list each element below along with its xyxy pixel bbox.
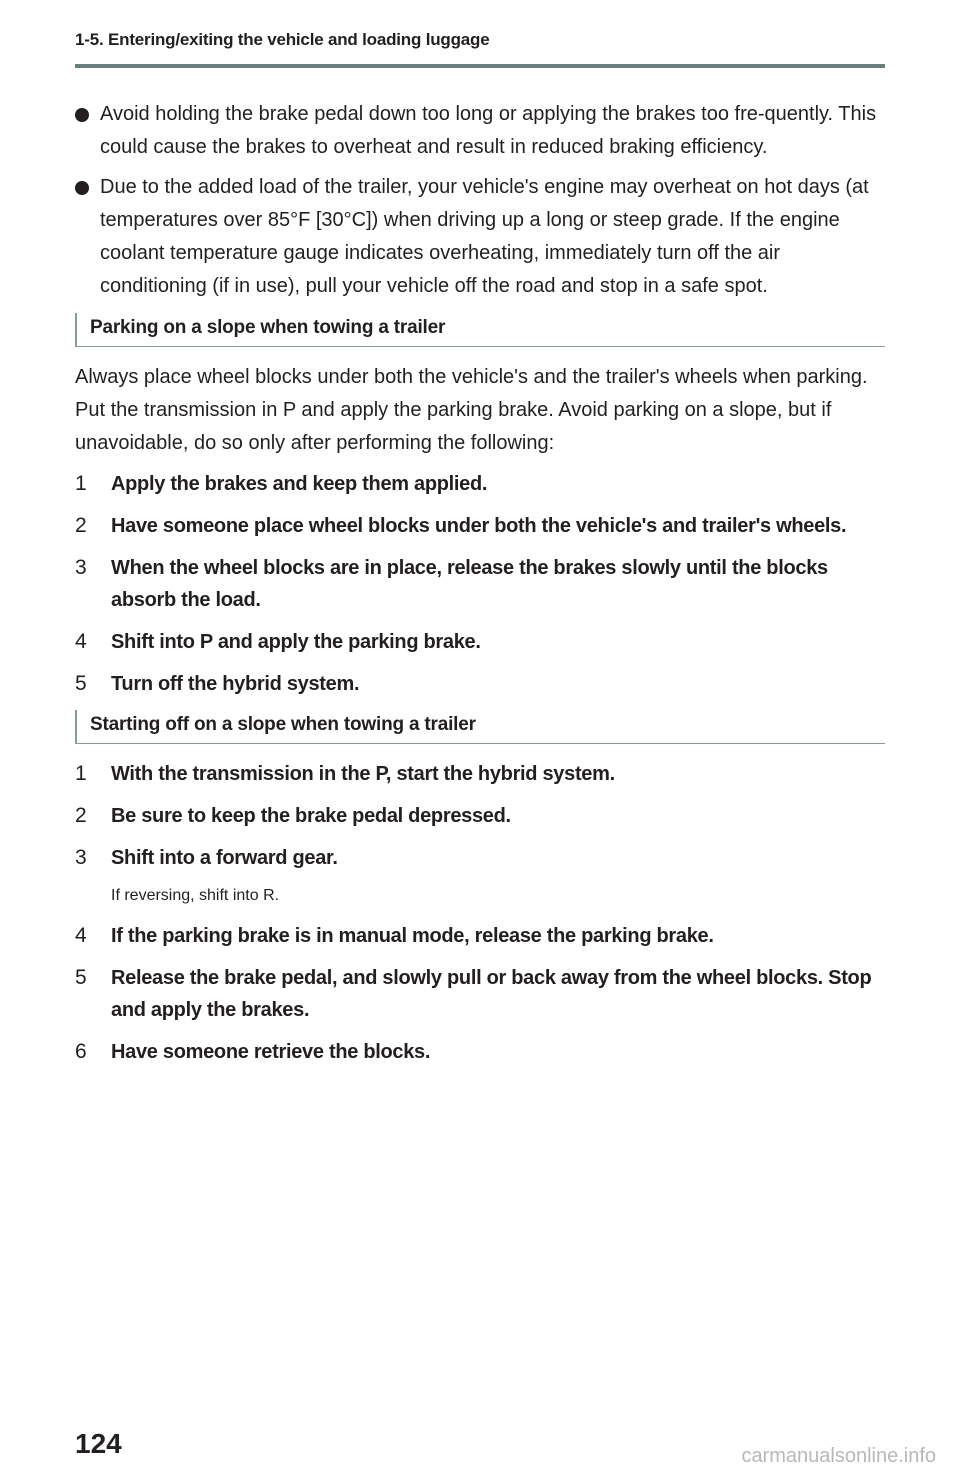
starting-step: [75, 962, 885, 1026]
step-text: Shift into a forward gear.: [111, 847, 338, 869]
starting-step: [75, 920, 885, 952]
step-text: If the parking brake is in manual mode, release the parking brake.: [111, 925, 714, 947]
parking-intro: Always place wheel blocks under both the vehicle's and the trailer's wheels when parking. Put the transmission in P and apply the parking brake. Avoid parking on a slope, but if unavoidable, do so only after performing the following:: [75, 366, 868, 454]
section-heading-parking: Parking on a slope when towing a trailer: [75, 313, 885, 347]
step-number: 6: [75, 1040, 87, 1063]
starting-step: [75, 800, 885, 832]
bullet-text: Due to the added load of the trailer, your vehicle's engine may overheat on hot days (at temperatures over 85°F [30°C]) when driving up a long or steep grade. If the engine coolant temperature gauge indicates overheating, immediately turn off the air conditioning (if in use), pull your vehicle off the road and stop in a safe spot.: [100, 176, 869, 297]
step-number: 5: [75, 672, 87, 695]
starting-step: [75, 842, 885, 874]
step-number: 3: [75, 846, 87, 869]
step-number: 2: [75, 804, 87, 827]
step-number: 5: [75, 966, 87, 989]
parking-step: [75, 468, 885, 500]
step-number: 4: [75, 924, 87, 947]
watermark: carmanualsonline.info: [741, 1445, 936, 1467]
step-text: Be sure to keep the brake pedal depressed.: [111, 805, 511, 827]
step-number: 3: [75, 556, 87, 579]
step-text: Have someone place wheel blocks under both the vehicle's and trailer's wheels.: [111, 515, 847, 537]
header-rule: [75, 64, 885, 68]
page-content: [75, 98, 885, 1078]
page-number: 124: [75, 1428, 122, 1459]
starting-step: [75, 1036, 885, 1068]
parking-step: [75, 626, 885, 658]
bullet-icon: [75, 108, 89, 122]
step-number: 4: [75, 630, 87, 653]
parking-step: [75, 510, 885, 542]
step-number: 2: [75, 514, 87, 537]
step-text: When the wheel blocks are in place, release the brakes slowly until the blocks absorb the load.: [111, 557, 828, 611]
starting-step: [75, 758, 885, 790]
bullet-icon: [75, 181, 89, 195]
step-text: Shift into P and apply the parking brake.: [111, 631, 481, 653]
parking-step: [75, 552, 885, 616]
step-number: 1: [75, 762, 87, 785]
step-note: If reversing, shift into R.: [111, 887, 280, 904]
section-heading-starting: Starting off on a slope when towing a trailer: [75, 710, 885, 744]
bullet-item: [75, 98, 885, 164]
step-number: 1: [75, 472, 87, 495]
step-text: With the transmission in the P, start the hybrid system.: [111, 763, 615, 785]
bullet-text: Avoid holding the brake pedal down too long or applying the brakes too fre-quently. This could cause the brakes to overheat and result in reduced braking efficiency.: [100, 103, 877, 158]
step-text: Release the brake pedal, and slowly pull or back away from the wheel blocks. Stop and apply the brakes.: [111, 967, 872, 1021]
bullet-item: [75, 171, 885, 303]
running-header: 1-5. Entering/exiting the vehicle and loading luggage: [75, 30, 490, 49]
parking-step: [75, 668, 885, 700]
step-text: Turn off the hybrid system.: [111, 673, 360, 695]
step-text: Apply the brakes and keep them applied.: [111, 473, 488, 495]
step-text: Have someone retrieve the blocks.: [111, 1041, 431, 1063]
